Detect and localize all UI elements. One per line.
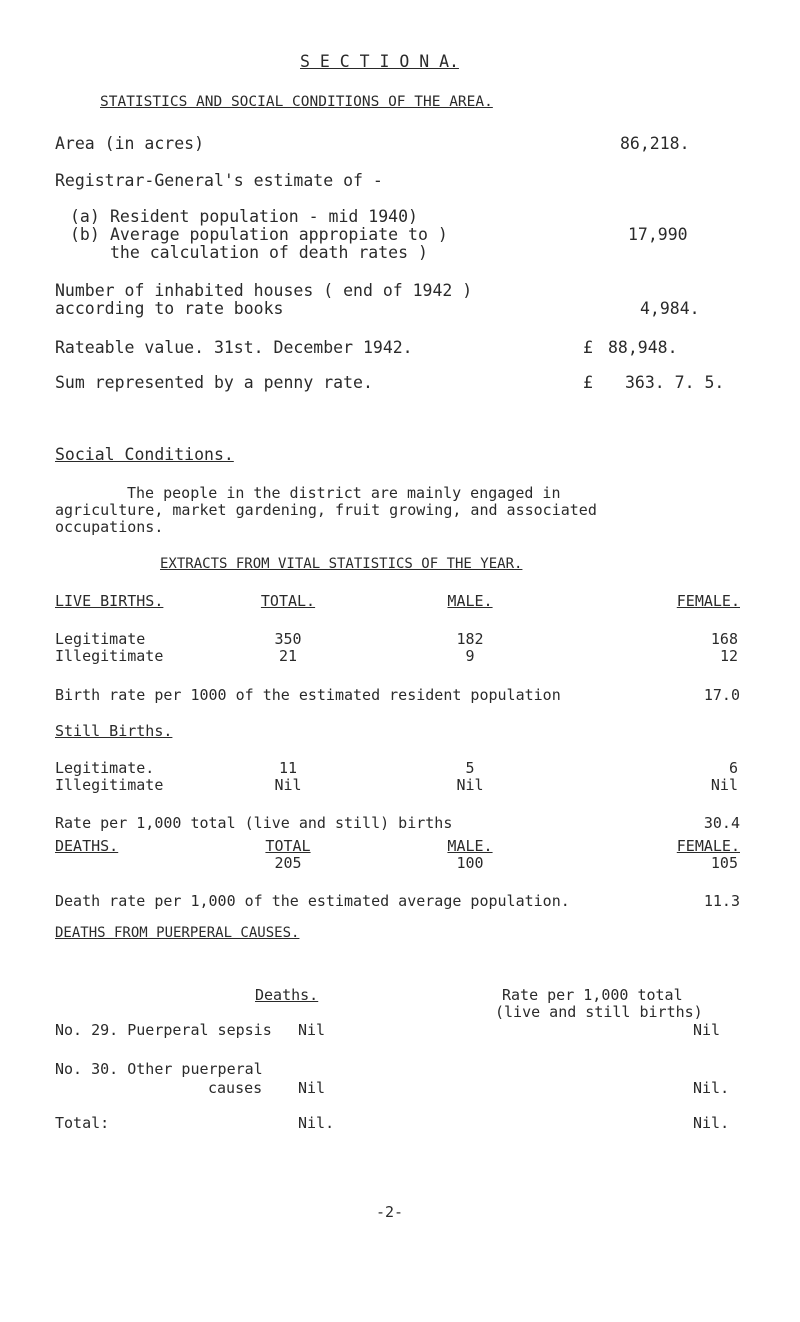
puerperal-other-label-1: No. 30. Other puerperal xyxy=(55,1060,263,1078)
deaths-label: DEATHS. xyxy=(55,837,119,855)
registrar-b-marker: (b) xyxy=(70,225,100,244)
puerperal-other-label-2: causes xyxy=(208,1079,263,1097)
deaths-female: 105 xyxy=(710,854,738,872)
area-value: 86,218. xyxy=(620,134,690,153)
puerperal-other-rate: Nil. xyxy=(693,1079,730,1097)
page-number: -2- xyxy=(376,1203,404,1221)
live-illegit-male: 9 xyxy=(465,647,475,665)
still-births-heading: Still Births. xyxy=(55,722,173,740)
registrar-value: 17,990 xyxy=(628,225,688,244)
registrar-b-text-2: the calculation of death rates ) xyxy=(110,243,428,262)
penny-rate-label: Sum represented by a penny rate. xyxy=(55,373,373,392)
registrar-a-marker: (a) xyxy=(70,207,100,226)
still-legit-label: Legitimate. xyxy=(55,759,155,777)
deaths-female-header: FEMALE. xyxy=(676,837,740,855)
live-legit-total: 350 xyxy=(274,630,302,648)
rateable-currency: £ xyxy=(583,338,593,357)
deaths-total: 205 xyxy=(274,854,302,872)
puerperal-deaths-header: Deaths. xyxy=(255,986,319,1004)
social-heading: Social Conditions. xyxy=(55,445,234,464)
still-illegit-label: Illegitimate xyxy=(55,776,164,794)
puerperal-sepsis-rate: Nil xyxy=(693,1021,721,1039)
extracts-heading: EXTRACTS FROM VITAL STATISTICS OF THE YEAR. xyxy=(160,556,523,572)
registrar-a-text: Resident population - mid 1940) xyxy=(110,207,418,226)
deaths-male-header: MALE. xyxy=(447,837,493,855)
social-line-1: The people in the district are mainly engaged in xyxy=(127,484,561,502)
live-legit-male: 182 xyxy=(456,630,484,648)
deaths-male: 100 xyxy=(456,854,484,872)
live-illegit-total: 21 xyxy=(278,647,298,665)
penny-rate-currency: £ xyxy=(583,373,593,392)
live-births-header: LIVE BIRTHS. xyxy=(55,592,164,610)
puerperal-heading: DEATHS FROM PUERPERAL CAUSES. xyxy=(55,925,300,941)
still-rate-label: Rate per 1,000 total (live and still) births xyxy=(55,814,453,832)
puerperal-other-deaths: Nil xyxy=(298,1079,326,1097)
page-subtitle: STATISTICS AND SOCIAL CONDITIONS OF THE AREA. xyxy=(100,94,493,110)
death-rate-label: Death rate per 1,000 of the estimated average population. xyxy=(55,892,570,910)
social-line-3: occupations. xyxy=(55,518,164,536)
puerperal-rate-header-1: Rate per 1,000 total xyxy=(502,986,683,1004)
male-header: MALE. xyxy=(447,592,493,610)
live-illegit-label: Illegitimate xyxy=(55,647,164,665)
social-line-2: agriculture, market gardening, fruit growing, and associated xyxy=(55,501,597,519)
registrar-b-text-1: Average population appropiate to ) xyxy=(110,225,448,244)
houses-line-2: according to rate books xyxy=(55,299,284,318)
rateable-value: 88,948. xyxy=(608,338,678,357)
still-legit-male: 5 xyxy=(465,759,475,777)
puerperal-total-deaths: Nil. xyxy=(298,1114,335,1132)
female-header: FEMALE. xyxy=(676,592,740,610)
penny-rate-value: 363. 7. 5. xyxy=(625,373,725,392)
deaths-total-header: TOTAL xyxy=(265,837,311,855)
total-header: TOTAL. xyxy=(260,592,316,610)
rateable-label: Rateable value. 31st. December 1942. xyxy=(55,338,413,357)
registrar-intro: Registrar-General's estimate of - xyxy=(55,171,383,190)
live-illegit-female: 12 xyxy=(719,647,738,665)
houses-line-1: Number of inhabited houses ( end of 1942 ) xyxy=(55,281,473,300)
still-illegit-female: Nil xyxy=(710,776,738,794)
live-legit-female: 168 xyxy=(710,630,738,648)
birth-rate-value: 17.0 xyxy=(703,686,740,704)
puerperal-sepsis-deaths: Nil xyxy=(298,1021,326,1039)
puerperal-rate-header-2: (live and still births) xyxy=(495,1003,703,1021)
section-heading: S E C T I O N A. xyxy=(300,52,459,71)
still-illegit-male: Nil xyxy=(456,776,484,794)
puerperal-total-label: Total: xyxy=(55,1114,110,1132)
puerperal-sepsis-label: No. 29. Puerperal sepsis xyxy=(55,1021,272,1039)
birth-rate-label: Birth rate per 1000 of the estimated resident population xyxy=(55,686,561,704)
houses-value: 4,984. xyxy=(640,299,700,318)
still-legit-female: 6 xyxy=(728,759,738,777)
area-label: Area (in acres) xyxy=(55,134,205,153)
still-illegit-total: Nil xyxy=(274,776,302,794)
puerperal-total-rate: Nil. xyxy=(693,1114,730,1132)
still-rate-value: 30.4 xyxy=(703,814,740,832)
still-legit-total: 11 xyxy=(278,759,298,777)
death-rate-value: 11.3 xyxy=(703,892,740,910)
live-legit-label: Legitimate xyxy=(55,630,146,648)
